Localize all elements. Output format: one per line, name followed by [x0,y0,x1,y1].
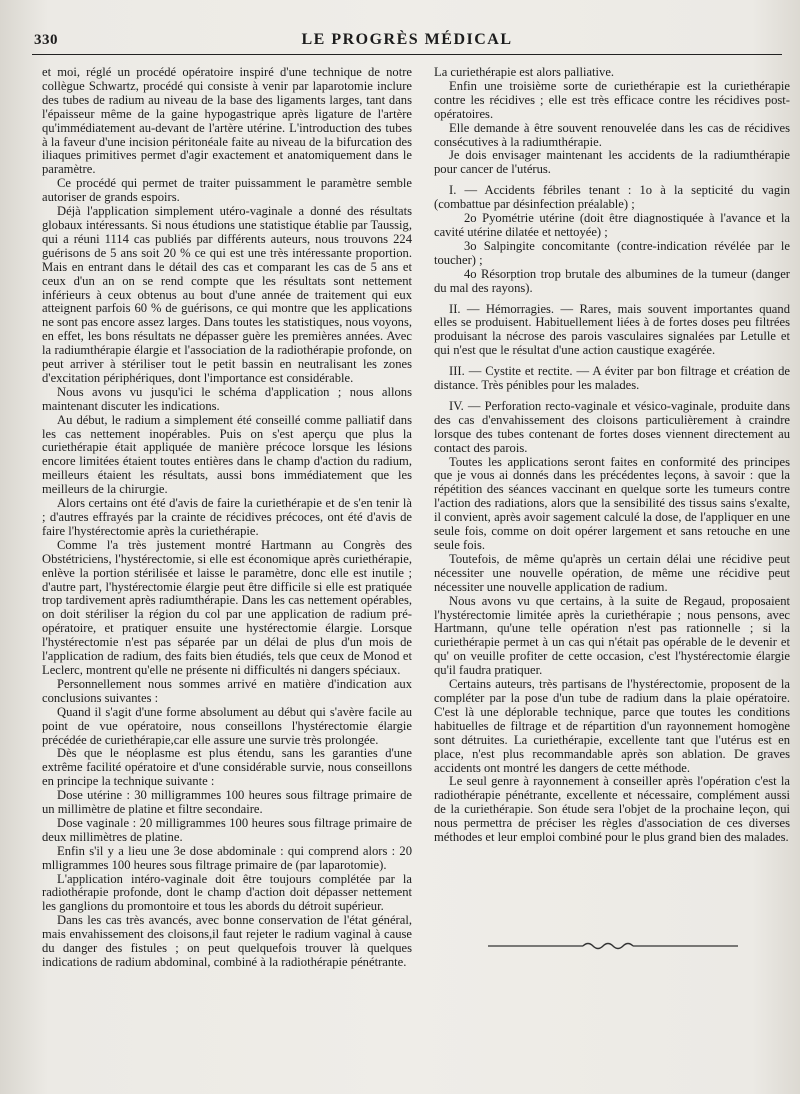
list-item: 4o Résorption trop brutale des albumines de la tumeur (danger du mal des rayons). [434,266,790,295]
page-number: 330 [34,32,58,48]
list-item: 2o Pyométrie utérine (doit être diagnostiquée à l'avance et la cavité utérine dilatée et nettoyée) ; [434,211,790,239]
paragraph: Elle demande à être souvent renouvelée dans les cas de récidives consécutives à la radiumthérapie. [434,120,790,149]
list-item: I. — Accidents fébriles tenant : 1o à la septicité du vagin (combattue par désinfection préalable) ; [434,183,790,212]
paragraph: Déjà l'application simplement utéro-vaginale a donné des résultats globaux intéressants. Si nous étudions une statistique établie par Taussig, qui a réuni 1114 cas publiés par différents auteurs, nous trouvons 224 guérisons de 5 ans soit 20 % ce qui est une très intéressante proportion. Mais en entrant dans le détail des cas et comparant les cas de 5 ans et ceux d'un an on se rend compte que les résultats sont nettement inférieurs à ceux obtenus au bout d'une année de traitement qui eux atteignent parfois 60 % de guérisons, ce qui montre que les applications ne sont pas encore assez larges. Dans toutes les statistiques, nous voyons, en effet, les bons résultats ne dépasser guère les premières années. Avec la radiumthérapie élargie et l'association de la radiothérapie profonde, on peut arriver à stériliser tout le petit bassin en neutralisant les zones d'excitation périphériques, dont l'importance est considérable. [42,204,412,385]
paragraph: Toutefois, de même qu'après un certain délai une récidive peut nécessiter une nouvelle opération, de même une récidive peut nécessiter une nouvelle application de radium. [434,551,790,594]
list-item: 3o Salpingite concomitante (contre-indication révélée par le toucher) ; [434,238,790,267]
paragraph: et moi, réglé un procédé opératoire inspiré d'une technique de notre collègue Schwartz, procédé qui consiste à venir par laparotomie inclure des tubes de radium au niveau de la base des ligaments larges, tant dans l'épaisseur même de la gaine hypogastrique après ligature de l'artère qu'immédiatement au-devant de l'artère utérine. L'introduction des tubes à la faveur d'une incision péritonéale faite au niveau de la bifurcation des iliaques primitives permet d'agir exactement et anatomiquement dans le paramètre. [42,65,412,177]
paragraph: Dès que le néoplasme est plus étendu, sans les garanties d'une extrême facilité opératoire et d'une considérable survie, nous conseillons en principe la technique suivante : [42,746,412,789]
end-ornament [488,938,738,952]
paragraph: Enfin s'il y a lieu une 3e dose abdominale : qui comprend alors : 20 mlligrammes 100 heures sous filtrage primaire de (par laparotomie). [42,843,412,872]
page-header [32,30,782,55]
left-column [42,66,412,970]
running-title: LE PROGRÈS MÉDICAL [301,31,513,48]
paragraph: Toutes les applications seront faites en conformité des principes que je vous ai donnés dans les précédentes leçons, à savoir : que la répétition des séances vaccinant en quelque sorte les tumeurs contre l'action des radiations, alors que la sensibilité des tissus sains s'exalte, il convient, après avoir sagement calculé la dose, de l'appliquer en une seule fois, comme on doit opérer largement et sans retouche en une seule fois. [434,454,790,552]
paragraph: L'application intéro-vaginale doit être toujours complétée par la radiothérapie profonde, dont le champ d'action doit dépasser nettement les ganglions du promontoire et tous les abords du détroit supérieur. [42,871,412,914]
paragraph: Personnellement nous sommes arrivé en matière d'indication aux conclusions suivantes : [42,676,412,705]
paragraph: Enfin une troisième sorte de curiethérapie est la curiethérapie contre les récidives ; elle est très efficace contre les récidives post-opératoires. [434,78,790,121]
right-column [434,66,790,845]
paragraph: Certains auteurs, très partisans de l'hystérectomie, proposent de la compléter par la pose d'un tube de radium dans la plaie opératoire. C'est là une déplorable technique, parce que toutes les conditions habituelles de filtrage et de répartition d'un rayonnement homogène sont détruites. La curiethérapie, excellente tant que l'utérus est en place, n'est plus recommandable après son ablation. De graves accidents ont montré les dangers de cette méthode. [434,677,790,775]
paragraph: Le seul genre à rayonnement à conseiller après l'opération c'est la radiothérapie pénétrante, excellente et nécessaire, complément aussi de la curiethérapie. Son étude sera l'objet de la prochaine leçon, qui nous permettra de préciser les règles d'association de ces diverses méthodes et leur emploi combiné pour le plus grand bien des malades. [434,774,790,845]
list-item: II. — Hémorragies. — Rares, mais souvent importantes quand elles se produisent. Habituellement liées à de fortes doses peu filtrées produisant la nécrose des parois vasculaires signalées par Letulle et qui n'est que le résultat d'une action caustique exagérée. [434,301,790,358]
paragraph: Quand il s'agit d'une forme absolument au début qui s'avère facile au point de vue opératoire, nous conseillons l'hystérectomie élargie précédée de curiethérapie,car elle assure une survie très prolongée. [42,704,412,747]
paragraph: Dans les cas très avancés, avec bonne conservation de l'état général, mais envahissement des cloisons,il faut rejeter le radium vaginal à cause du danger des fistules ; on peut quelquefois trouver là quelques indications de radium abdominal, combiné à la radiothérapie pénétrante. [42,913,412,969]
paragraph: Au début, le radium a simplement été conseillé comme palliatif dans les cas nettement inopérables. Puis on s'est aperçu que plus la curiethérapie était appliquée de manière précoce lorsque les lésions encore limitées étaient toutes entières dans le champ d'action du radium, meilleurs étaient les résultats, aussi bons immédiatement que les meilleurs de la chirurgie. [42,412,412,497]
paragraph: Je dois envisager maintenant les accidents de la radiumthérapie pour cancer de l'utérus. [434,148,790,177]
paragraph: Comme l'a très justement montré Hartmann au Congrès des Obstétriciens, l'hystérectomie, si elle est économique après curiethérapie, enlève la portion stérilisée et laisse le paramètre, donc elle est inutile ; d'autre part, l'hystérectomie élargie peut être difficile si elle est pratiquée trop tardivement après radiumthérapie. Dans les cas nettement opérables, on doit stériliser la région du col par une application de radium pré-opératoire, et pratiquer ensuite une hystérectomie élargie. Lorsque l'hystérectomie n'est pas séparée par un délai de plus d'un mois de l'application de radium, des faits bien étudiés, tels que ceux de Monod et Leclerc, montrent qu'elle ne présente ni difficultés ni dangers spéciaux. [42,537,412,677]
paragraph: La curiethérapie est alors palliative. [434,65,615,79]
paragraph: Nous avons vu que certains, à la suite de Regaud, proposaient l'hystérectomie limitée après la curiethérapie ; nous pensons, avec Hartmann, qu'une telle opération n'est pas rationnelle ; si la curiethérapie permet à un cas qui n'était pas opérable de le devenir et qu' on veuille profiter de cette occasion, c'est l'hystérectomie élargie qu'il faudra pratiquer. [434,593,790,678]
paragraph: Alors certains ont été d'avis de faire la curiethérapie et de s'en tenir là ; d'autres effrayés par la crainte de récidives précoces, ont été d'avis de faire l'hystérectomie après la curiethérapie. [42,496,412,538]
paragraph: Ce procédé qui permet de traiter puissamment le paramètre semble autoriser de grands espoirs. [42,176,412,205]
paragraph: Dose utérine : 30 milligrammes 100 heures sous filtrage primaire de un millimètre de platine et filtre secondaire. [42,788,412,817]
paragraph: Dose vaginale : 20 milligrammes 100 heures sous filtrage primaire de deux millimètres de platine. [42,815,412,844]
paragraph: Nous avons vu jusqu'ici le schéma d'application ; nous allons maintenant discuter les indications. [42,384,412,413]
list-item: III. — Cystite et rectite. — A éviter par bon filtrage et création de distance. Très pénibles pour les malades. [434,364,790,393]
list-item: IV. — Perforation recto-vaginale et vésico-vaginale, produite dans des cas d'envahissement des cloisons particulièrement à craindre lorsque des tubes contenant de fortes doses viennent directement au contact des parois. [434,398,790,455]
